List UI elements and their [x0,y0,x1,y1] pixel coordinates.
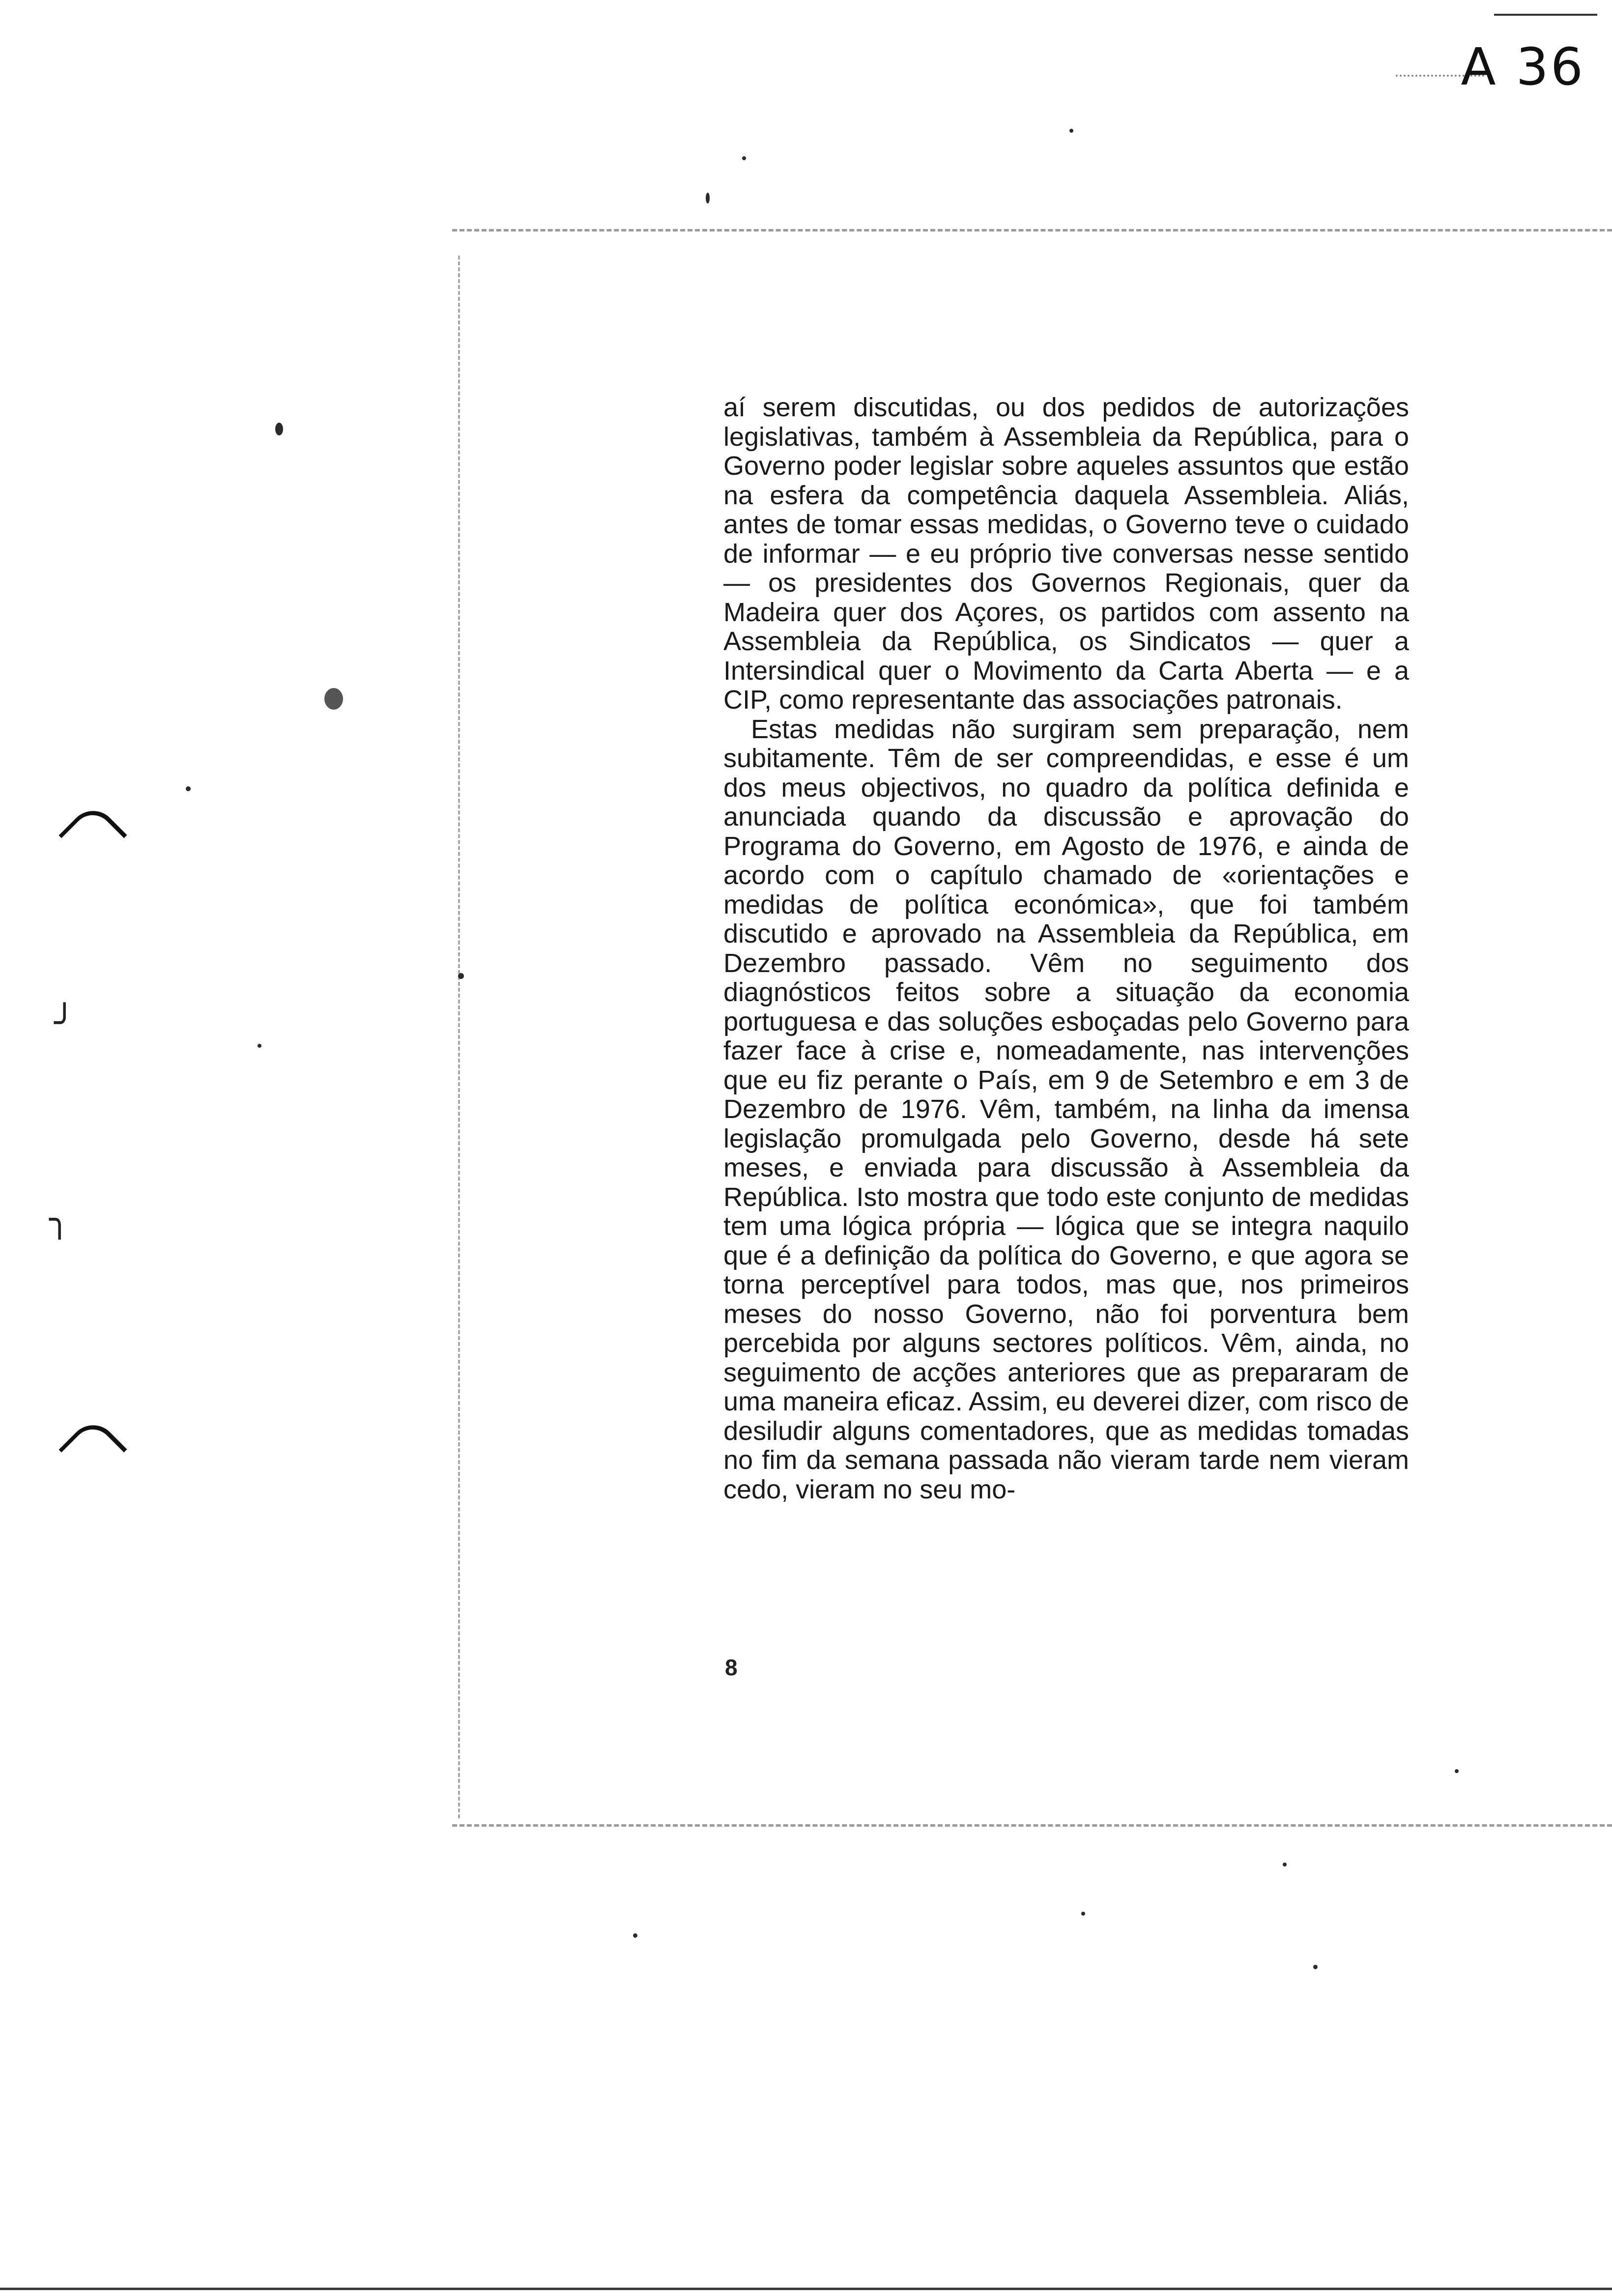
scan-speck [1455,1769,1459,1773]
archive-reference: A 36 [1461,37,1585,97]
scan-speck [633,1933,637,1938]
scan-speck [1081,1912,1085,1916]
punch-hole-hook: ╮ [49,1199,70,1239]
scan-border-left [458,256,460,1818]
punch-hole-mark [58,1415,127,1484]
scan-border-bottom [452,1824,1612,1827]
scan-speck [258,1044,261,1048]
scan-border-top [452,229,1612,231]
scan-speck [1283,1863,1287,1866]
punch-hole-hook: ╯ [54,1003,75,1043]
page-body [723,393,1409,1504]
paragraph: Estas medidas não surgiram sem preparação, nem subitamente. Têm de ser compreendidas, e esse é um dos meus objectivos, no quadro da política definida e anunciada quando da discussão e aprovação do Programa do Governo, em Agosto de 1976, e ainda de acordo com o capítulo chamado de «orientações e medidas de política económica», que foi também discutido e aprovado na Assembleia da República, em Dezembro passado. Vêm no seguimento dos diagnósticos feitos sobre a situação da economia portuguesa e das soluções esboçadas pelo Governo para fazer face à crise e, nomeadamente, nas intervenções que eu fiz perante o País, em 9 de Setembro e em 3 de Dezembro de 1976. Vêm, também, na linha da imensa legislação promulgada pelo Governo, desde há sete meses, e enviada para discussão à Assembleia da República. Isto mostra que todo este conjunto de medidas tem uma lógica própria — lógica que se integra naquilo que é a definição da política do Governo, e que agora se torna perceptível para todos, mas que, nos primeiros meses do nosso Governo, não foi porventura bem percebida por alguns sectores políticos. Vêm, ainda, no seguimento de acções anteriores que as prepararam de uma maneira eficaz. Assim, eu deverei dizer, com risco de desiludir alguns comentadores, que as medidas tomadas no fim da semana passada não vieram tarde nem vieram cedo, vieram no seu mo- [723,714,1409,1504]
punch-hole-mark [58,801,127,869]
page-number: 8 [725,1655,738,1680]
scan-speck [458,973,464,979]
scan-speck [324,688,343,710]
scan-speck [1069,129,1073,133]
scan-bottom-edge [0,2288,1612,2290]
paragraph: aí serem discutidas, ou dos pedidos de autorizações legislativas, também à Assembleia da República, para o Governo poder legislar sobre aqueles assuntos que estão na esfera da competência daquela Assembleia. Aliás, antes de tomar essas medidas, o Governo teve o cuidado de informar — e eu próprio tive conversas nesse sentido — os presidentes dos Governos Regionais, quer da Madeira quer dos Açores, os partidos com assento na Assembleia da República, os Sindicatos — quer a Intersindical quer o Movimento da Carta Aberta — e a CIP, como representante das associações patronais. [723,393,1409,715]
scan-speck [186,786,191,791]
scan-speck [275,423,283,435]
scan-speck [742,156,746,160]
header-rule [1494,14,1597,16]
scan-speck [1313,1965,1318,1969]
scan-speck [706,193,710,203]
